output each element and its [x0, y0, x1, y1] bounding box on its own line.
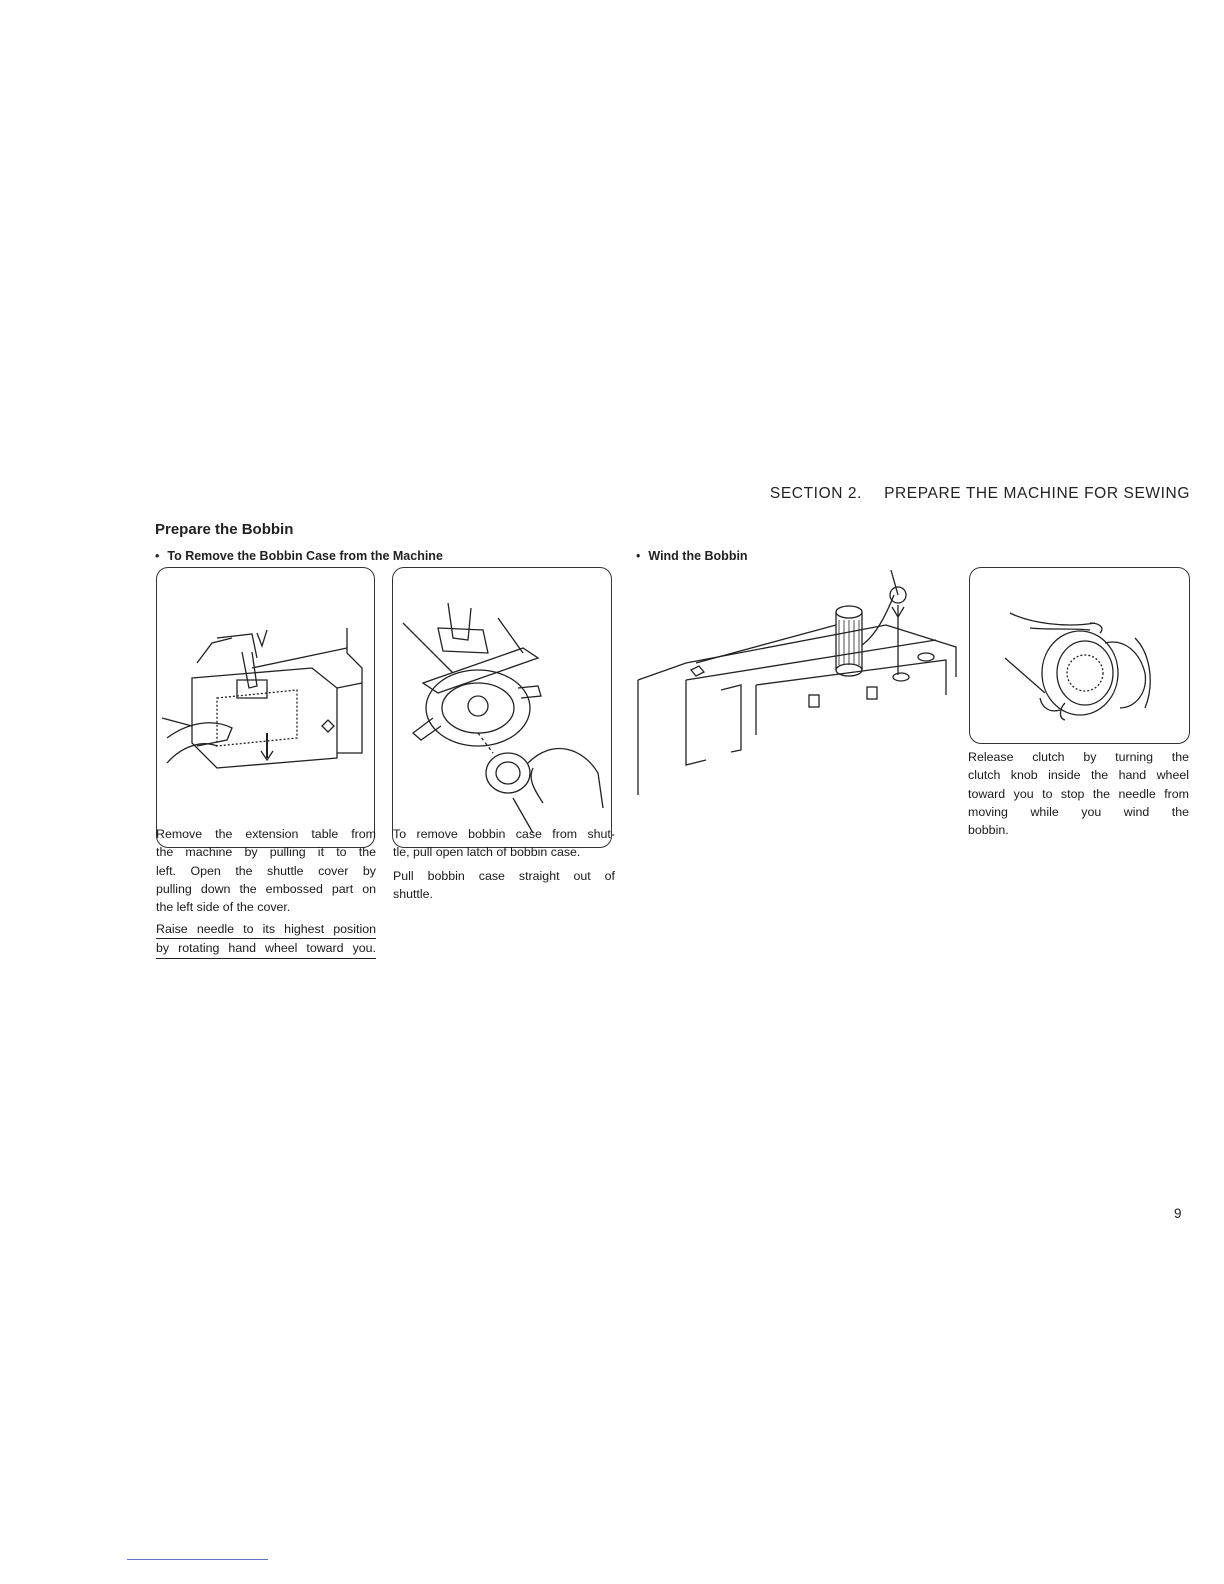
figure-extension-table [156, 567, 375, 848]
caption-line: pulling down the embossed part on [156, 881, 376, 896]
caption-line: shuttle. [393, 887, 433, 902]
caption-line: the left side of the cover. [156, 900, 291, 915]
figure-bobbin-case-removal [392, 567, 612, 848]
caption-line: clutch knob inside the hand wheel [968, 768, 1189, 783]
wind-bobbin-illustration [636, 565, 961, 800]
caption-extension-table [156, 825, 376, 916]
caption-line: tle, pull open latch of bobbin case. [393, 845, 581, 860]
bullet-icon: • [155, 549, 160, 563]
caption-line: moving while you wind the [968, 804, 1189, 819]
subsection-heading-wind [636, 549, 748, 563]
caption-raise-needle [156, 920, 376, 959]
subsection-heading-text: Wind the Bobbin [648, 549, 748, 563]
extension-table-illustration [157, 568, 374, 847]
subsection-heading-text: To Remove the Bobbin Case from the Machine [167, 549, 443, 563]
figure-wind-bobbin [636, 565, 961, 800]
caption-line: Pull bobbin case straight out of [393, 869, 615, 883]
section-label: SECTION 2. [769, 485, 863, 502]
footer-rule [127, 1559, 268, 1560]
caption-line: toward you to stop the needle from [968, 786, 1189, 801]
figure-clutch-knob [969, 567, 1190, 744]
page-number: 9 [1174, 1206, 1182, 1221]
section-header [700, 485, 1190, 503]
caption-line: by rotating hand wheel toward you. [156, 939, 376, 958]
subsection-heading-remove-case [155, 549, 443, 563]
caption-line: To remove bobbin case from shut- [393, 827, 615, 841]
clutch-knob-illustration [970, 568, 1189, 743]
bobbin-case-illustration [393, 568, 611, 847]
caption-line: Remove the extension table from [156, 827, 376, 841]
caption-line: Raise needle to its highest position [156, 920, 376, 939]
caption-line: the machine by pulling it to the [156, 845, 376, 860]
page-title: Prepare the Bobbin [155, 521, 294, 538]
caption-release-clutch [968, 748, 1189, 839]
caption-line: left. Open the shuttle cover by [156, 863, 376, 878]
caption-line: bobbin. [968, 823, 1009, 838]
bullet-icon: • [636, 549, 641, 563]
caption-remove-case [393, 825, 615, 862]
section-title: PREPARE THE MACHINE FOR SEWING [884, 485, 1190, 502]
caption-pull-case [393, 867, 615, 904]
caption-line: Release clutch by turning the [968, 750, 1189, 764]
